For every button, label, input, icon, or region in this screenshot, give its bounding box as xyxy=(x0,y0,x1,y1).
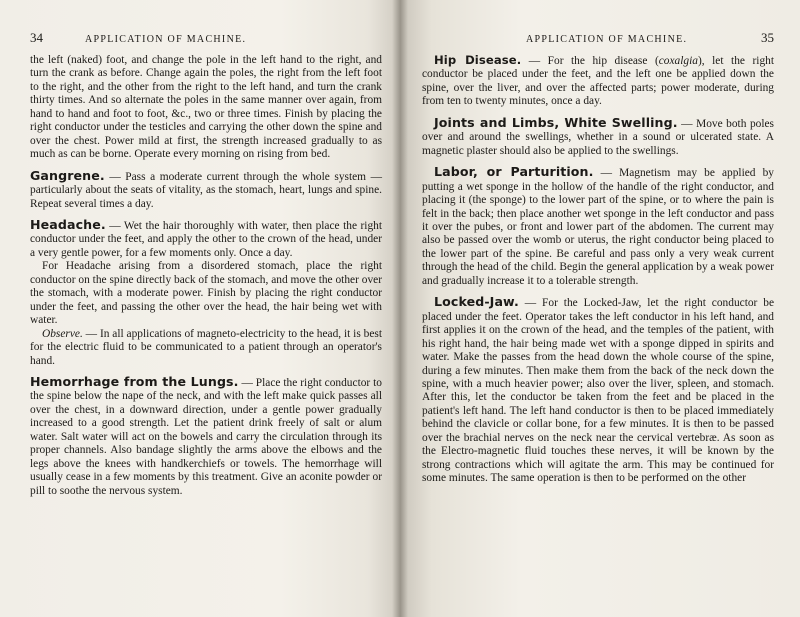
headache-paragraph xyxy=(30,218,382,260)
observe-paragraph xyxy=(30,328,382,368)
observe-text: — In all applications of magneto-electricity to the head, it is best for the electric fluid to be communicated to a patient through an operator's hand. xyxy=(30,327,382,367)
joints-heading: Joints and Limbs, White Swelling. xyxy=(434,114,678,130)
labor-paragraph xyxy=(422,165,774,288)
hip-italic: coxalgia xyxy=(658,55,698,67)
hemorrhage-paragraph xyxy=(30,375,382,498)
right-running-title: APPLICATION OF MACHINE. xyxy=(526,34,688,45)
right-body-text xyxy=(422,54,774,486)
lockjaw-heading: Locked-Jaw. xyxy=(434,294,519,310)
labor-text: — Magnetism may be applied by putting a wet sponge in the hollow of the handle of the right conductor, and placing it (the sponge) to the lower part of the spine, or to where the pain is felt in the back; then place another wet sponge in the left conductor and pass it over the pubes, or front and lower part of the abdomen. The current may also be passed over the womb or uterus, the right conductor being placed to the lower part of the spine. Be careful and pass only a very weak current through the head of the child. Begin the general application by a weak power and gradually increase it to a tolerable strength. xyxy=(422,167,774,287)
gangrene-heading: Gangrene. xyxy=(30,167,105,183)
joints-text: — Move both poles over and around the swellings, whether in a sound or ulcerated state. A magnetic plaster should also be applied to the swellings. xyxy=(422,117,774,157)
gangrene-text: — Pass a moderate current through the whole system — particularly about the seats of vitality, as the stomach, heart, lungs and spine. Repeat several times a day. xyxy=(30,170,382,210)
hip-heading: Hip Disease. xyxy=(434,53,522,67)
left-body-text xyxy=(30,54,382,498)
right-page xyxy=(400,0,800,617)
gangrene-paragraph xyxy=(30,169,382,211)
lockjaw-text: — For the Locked-Jaw, let the right conductor be placed under the feet. Operator takes the left conductor in his left hand, and first applies it on the crown of the head, and the temples of the patient, with his right hand, the hair being made wet with a sponge dipped in spirits and water. Make the passes from the head down the whole course of the spine, during a few minutes. Then make them from the back of the neck down the spine, with a much heavier power; also over the liver, spleen, and stomach. After this, let the conductor be taken from the feet and be placed in the patient's left hand. The left hand conductor is then to be placed immediately behind the clavicle or collar bone, for a few minutes. It is then to be passed over the brachial nerves on the neck near the cervical vertebræ. As soon as the Electro-magnetic fluid touches these nerves, it will be known by the strong contractions which will agitate the arm. This may be continued for some minutes. The same operation is then to be performed on the other xyxy=(422,297,774,485)
right-page-number: 35 xyxy=(761,30,774,45)
observe-label: Observe. xyxy=(42,327,83,340)
hip-paragraph xyxy=(422,54,774,109)
right-running-head xyxy=(422,30,774,46)
intro-paragraph: the left (naked) foot, and change the pole in the left hand to the right, and turn the crank as before. Change again the poles, the right from the left foot to the right, and the other from the right to the left hand, and turn the crank thirty times. And so alternate the poles in the same manner over again, from hand to hand and foot to foot, &c., two or three times. Finish by placing the right conductor under the testicles and carrying the other down the spine and over the chest. Power mild at first, the strength increased gradually to as much as can be borne. Operate every morning on rising from bed. xyxy=(30,54,382,161)
joints-paragraph xyxy=(422,116,774,158)
headache-text: — Wet the hair thoroughly with water, then place the right conductor under the feet, and apply the other to the crown of the head, under a very gentle power, for a few moments only. Once a day. xyxy=(30,219,382,259)
headache-stomach-paragraph: For Headache arising from a disordered stomach, place the right conductor on the spine directly back of the stomach, and move the other over the stomach, with a moderate power. Finish by placing the right conductor under the feet, and passing the other over the head, the hair being wet with water. xyxy=(30,260,382,327)
hemorrhage-text: — Place the right conductor to the spine below the nape of the neck, and with the left make quick passes all over the chest, in a downward direction, under a gentle power gradually increased to a good strength. Let the patient drink freely of salt or alum water. Salt water will act on the bowels and carry the circulation through its proper channels. Also bandage slightly the arms above the elbows and the legs above the knees with handkerchiefs or towels. The hemorrhage will usually cease in a few moments by this treatment. Give an aconite powder or pill to soothe the nervous system. xyxy=(30,376,383,497)
left-running-title: APPLICATION OF MACHINE. xyxy=(85,34,247,45)
labor-heading: Labor, or Parturition. xyxy=(434,164,594,180)
left-page-number: 34 xyxy=(30,30,43,45)
hip-text-b: ), let the right conductor be placed under the feet, and the left one be applied down the spine, over the liver, and over the affected parts; power moderate, during from ten to twenty minutes, once a day. xyxy=(422,55,774,108)
hemorrhage-heading: Hemorrhage from the Lungs. xyxy=(30,373,239,389)
hip-text-a: — For the hip disease ( xyxy=(521,55,659,67)
lockjaw-paragraph xyxy=(422,295,774,485)
left-running-head xyxy=(30,30,382,46)
headache-heading: Headache. xyxy=(30,216,106,232)
